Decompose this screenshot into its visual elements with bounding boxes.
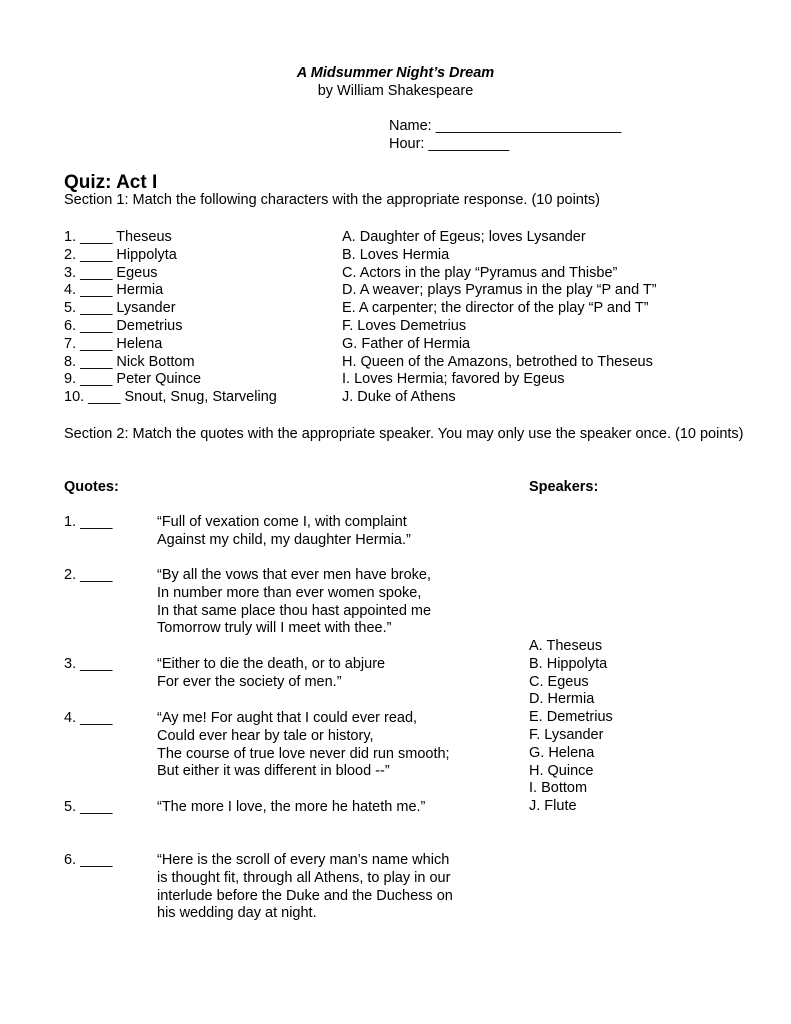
speaker-item: G. Helena [529, 744, 595, 761]
speaker-item: B. Hippolyta [529, 655, 608, 672]
speaker-item: C. Egeus [529, 673, 589, 690]
character-item: 3. ____ Egeus [64, 264, 158, 281]
speaker-item: E. Demetrius [529, 709, 613, 726]
speaker-item: F. Lysander [529, 726, 604, 743]
response-item: I. Loves Hermia; favored by Egeus [342, 371, 565, 388]
speaker-item: J. Flute [529, 798, 577, 815]
quote-number: 1. ____ [64, 514, 113, 530]
quote-number: 6. ____ [64, 852, 113, 868]
speakers-heading: Speakers: [529, 479, 599, 495]
speaker-item: A. Theseus [529, 638, 603, 654]
response-item: F. Loves Demetrius [342, 317, 467, 334]
quote-text: “Here is the scroll of every man’s name which is thought fit, through all Athens, to play in our interlude before the Duke and the Duchess on his wedding day at night. [157, 852, 453, 922]
hour-field-line: Hour: __________ [389, 136, 510, 152]
response-item: A. Daughter of Egeus; loves Lysander [342, 229, 586, 245]
response-item: B. Loves Hermia [342, 246, 450, 263]
character-item: 8. ____ Nick Bottom [64, 353, 195, 370]
quote-number: 4. ____ [64, 710, 113, 726]
speaker-item: D. Hermia [529, 691, 595, 708]
section1-instructions: Section 1: Match the following characters with the appropriate response. (10 points) [64, 192, 600, 208]
quote-text: “Either to die the death, or to abjure For ever the society of men.” [157, 656, 386, 690]
character-item: 9. ____ Peter Quince [64, 371, 202, 388]
quote-text: “By all the vows that ever men have broke, In number more than ever women spoke, In that same place thou hast appointed me Tomorrow truly will I meet with thee.” [157, 567, 432, 637]
quote-number: 5. ____ [64, 799, 113, 815]
response-item: G. Father of Hermia [342, 335, 471, 352]
document-title: A Midsummer Night’s Dream [296, 65, 495, 81]
character-item: 6. ____ Demetrius [64, 317, 183, 334]
character-item: 7. ____ Helena [64, 335, 163, 352]
character-item: 1. ____ Theseus [64, 229, 172, 245]
quote-text: “Full of vexation come I, with complaint Against my child, my daughter Hermia.” [157, 514, 411, 548]
section2-instructions: Section 2: Match the quotes with the appropriate speaker. You may only use the speaker once. (10 points) [64, 426, 744, 442]
quote-text: “Ay me! For aught that I could ever read, Could ever hear by tale or history, The course of true love never did run smooth; But either it was different in blood --” [157, 710, 450, 780]
quote-number: 3. ____ [64, 656, 113, 672]
character-item: 4. ____ Hermia [64, 282, 164, 299]
quotes-heading: Quotes: [64, 479, 119, 495]
response-item: C. Actors in the play “Pyramus and Thisbe” [342, 264, 618, 281]
character-item: 2. ____ Hippolyta [64, 246, 177, 263]
speaker-item: H. Quince [529, 762, 594, 779]
document-author: by William Shakespeare [317, 83, 474, 99]
response-item: J. Duke of Athens [342, 389, 456, 406]
response-list [342, 229, 657, 407]
speaker-list [529, 638, 613, 816]
quote-text: “The more I love, the more he hateth me.” [157, 799, 426, 815]
quote-number: 2. ____ [64, 567, 113, 583]
character-list [64, 229, 277, 407]
character-item: 10. ____ Snout, Snug, Starveling [64, 389, 277, 406]
speaker-item: I. Bottom [529, 780, 588, 797]
character-item: 5. ____ Lysander [64, 300, 176, 317]
quiz-heading: Quiz: Act I [64, 172, 158, 193]
response-item: H. Queen of the Amazons, betrothed to Theseus [342, 353, 653, 370]
response-item: E. A carpenter; the director of the play “P and T” [342, 300, 649, 317]
response-item: D. A weaver; plays Pyramus in the play “P and T” [342, 282, 657, 299]
name-field-line: Name: _______________________ [389, 118, 622, 134]
